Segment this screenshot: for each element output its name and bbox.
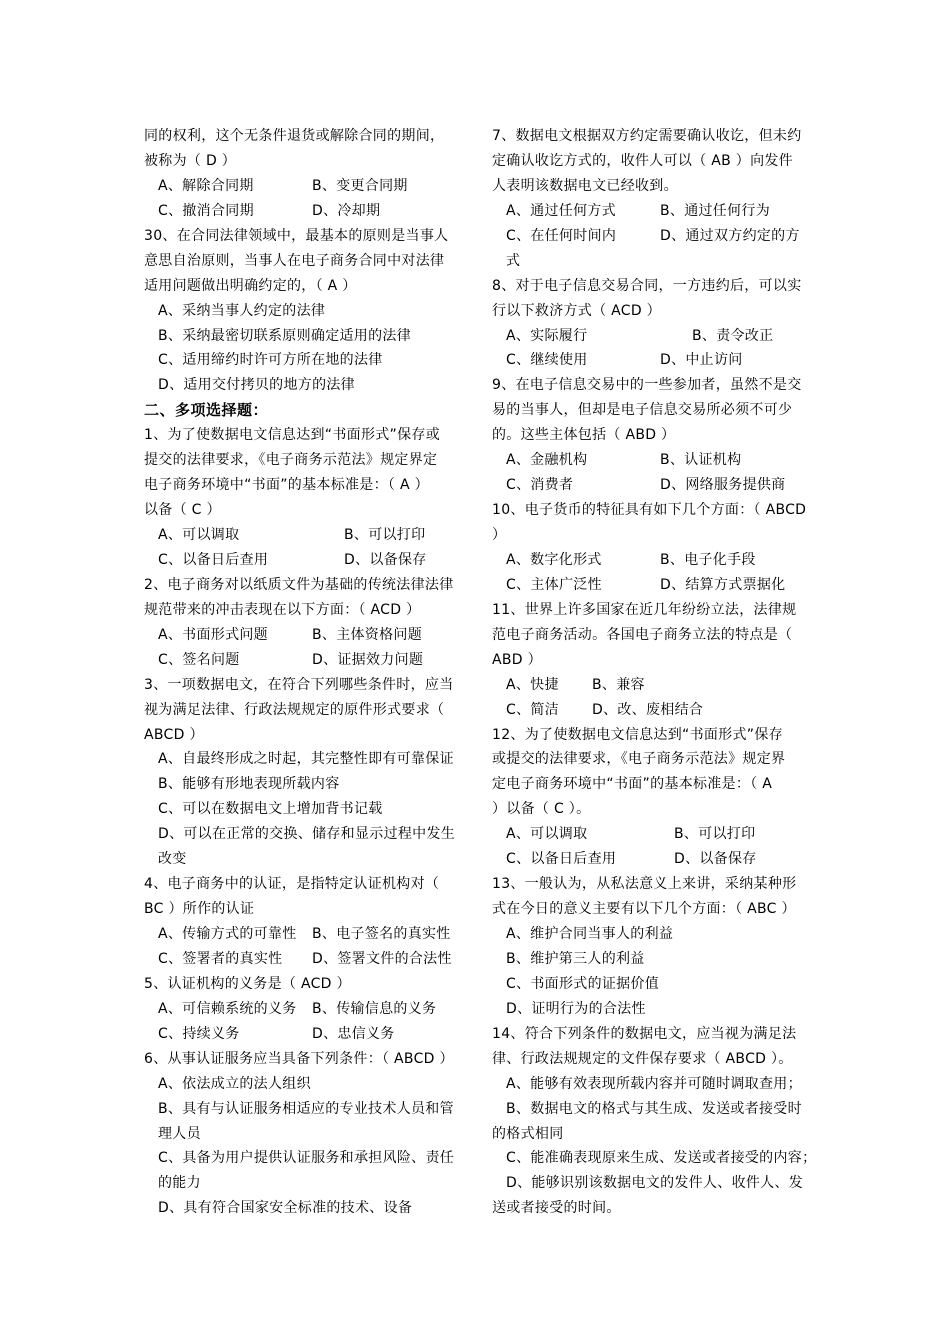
text-line: 定电子商务环境中“书面”的基本标准是：（ A	[492, 776, 773, 793]
option-text: B、可以打印	[674, 826, 756, 843]
option-text: C、以备日后查用	[158, 551, 269, 568]
text-line: 式在今日的意义主要有以下几个方面：（ ABC ）	[492, 901, 796, 918]
text-line: 理人员	[158, 1125, 201, 1142]
text-line: 式	[506, 252, 521, 269]
text-line: BC ）所作的认证	[144, 901, 255, 918]
option-text: C、签名问题	[158, 651, 240, 668]
text-line: C、能准确表现原来生成、发送或者接受的内容；	[506, 1150, 817, 1167]
option-text: C、简洁	[506, 701, 559, 718]
option-row	[492, 548, 812, 573]
text-line: D、能够识别该数据电文的发件人、收件人、发	[506, 1175, 804, 1192]
option-text: D、以备保存	[344, 551, 427, 568]
option-text: C、消费者	[506, 477, 574, 494]
option-row	[144, 922, 462, 947]
text-line: 10、电子货币的特征具有如下几个方面：（ ABCD	[492, 502, 807, 519]
text-line: 意思自治原则，当事人在电子商务合同中对法律	[144, 252, 445, 269]
option-row	[144, 174, 462, 199]
text-line: 1、为了使数据电文信息达到“书面形式”保存或	[144, 427, 441, 444]
option-row	[492, 822, 812, 847]
option-text: C、继续使用	[506, 352, 588, 369]
option-text: B、主体资格问题	[312, 626, 423, 643]
option-text: B、兼容	[592, 676, 645, 693]
text-line: C、书面形式的证据价值	[506, 975, 660, 992]
section-heading: 二、多项选择题：	[144, 401, 269, 420]
text-line: A、维护合同当事人的利益	[506, 926, 674, 942]
text-line: B、维护第三人的利益	[506, 950, 645, 967]
text-line: A、依法成立的法人组织	[158, 1075, 311, 1092]
text-line: D、适用交付拷贝的地方的法律	[158, 377, 355, 394]
option-text: D、结算方式票据化	[660, 576, 786, 593]
option-text: B、电子签名的真实性	[312, 926, 451, 942]
option-text: B、变更合同期	[312, 177, 408, 194]
option-text: C、撤消合同期	[158, 202, 254, 219]
option-row	[492, 847, 812, 872]
left-column	[144, 124, 462, 1221]
text-line: 被称为（ D ）	[144, 152, 237, 169]
text-line: 提交的法律要求，《电子商务示范法》规定界定	[144, 452, 438, 469]
text-line: 4、电子商务中的认证，是指特定认证机构对（	[144, 876, 440, 893]
option-text: C、以备日后查用	[506, 851, 617, 868]
option-text: A、传输方式的可靠性	[158, 926, 297, 942]
text-line: 电子商务环境中“书面”的基本标准是：（ A ）	[144, 477, 429, 494]
option-text: D、证据效力问题	[312, 651, 424, 668]
option-row	[144, 947, 462, 972]
text-line: 的格式相同	[492, 1125, 564, 1142]
option-text: A、可信赖系统的义务	[158, 1000, 297, 1017]
text-line: 送或者接受的时间。	[492, 1200, 621, 1217]
text-line: 12、为了使数据电文信息达到“书面形式”保存	[492, 726, 783, 743]
text-line: 改变	[158, 851, 187, 868]
text-line: 6、从事认证服务应当具备下列条件：（ ABCD ）	[144, 1050, 454, 1067]
right-column	[492, 124, 817, 1221]
text-line: 范电子商务活动。各国电子商务立法的特点是（	[492, 626, 793, 643]
text-line: 的。这些主体包括（ ABD ）	[492, 427, 676, 444]
option-row	[492, 573, 812, 598]
option-text: B、责令改正	[692, 327, 774, 344]
option-row	[492, 324, 812, 349]
text-line: 11、世界上许多国家在近几年纷纷立法，法律规	[492, 601, 797, 618]
option-text: C、持续义务	[158, 1025, 240, 1042]
option-text: B、可以打印	[344, 527, 426, 543]
text-line: 5、认证机构的义务是（ ACD ）	[144, 975, 351, 992]
text-line: 7、数据电文根据双方约定需要确认收讫，但未约	[492, 128, 802, 144]
text-line: B、采纳最密切联系原则确定适用的法律	[158, 327, 412, 344]
text-line: 14、符合下列条件的数据电文，应当视为满足法	[492, 1025, 797, 1042]
option-row	[144, 523, 462, 548]
text-line: A、能够有效表现所载内容并可随时调取查用；	[506, 1075, 802, 1092]
option-text: D、忠信义务	[312, 1025, 395, 1042]
option-text: D、签署文件的合法性	[312, 950, 452, 967]
option-text: D、改、废相结合	[592, 701, 704, 718]
text-line: 以备（ C ）	[144, 502, 221, 519]
text-line: 规范带来的冲击表现在以下方面：（ ACD ）	[144, 601, 421, 618]
option-text: A、通过任何方式	[506, 202, 616, 219]
option-text: A、书面形式问题	[158, 626, 268, 643]
option-text: A、可以调取	[158, 527, 240, 543]
text-line: 同的权利，这个无条件退货或解除合同的期间，	[144, 128, 445, 144]
option-row	[492, 348, 812, 373]
text-line: 定确认收讫方式的，收件人可以（ AB ）向发件	[492, 152, 793, 169]
option-row	[492, 473, 812, 498]
text-line: 或提交的法律要求，《电子商务示范法》规定界	[492, 751, 786, 768]
text-line: 30、在合同法律领域中，最基本的原则是当事人	[144, 227, 449, 244]
text-line: C、具备为用户提供认证服务和承担风险、责任	[158, 1150, 455, 1167]
option-text: D、网络服务提供商	[660, 477, 786, 494]
option-row	[492, 199, 812, 224]
option-row	[144, 199, 462, 224]
option-text: C、签署者的真实性	[158, 950, 283, 967]
text-line: B、具有与认证服务相适应的专业技术人员和管	[158, 1100, 454, 1117]
option-text: A、数字化形式	[506, 551, 602, 568]
text-line: ABCD ）	[144, 726, 204, 743]
text-line: 2、电子商务对以纸质文件为基础的传统法律法律	[144, 576, 454, 593]
option-text: A、实际履行	[506, 327, 588, 344]
option-text: B、认证机构	[660, 452, 742, 469]
option-text: B、通过任何行为	[660, 202, 771, 219]
option-text: D、通过双方约定的方	[660, 227, 800, 244]
text-line: ）以备（ C ）。	[492, 801, 591, 818]
text-line: B、能够有形地表现所载内容	[158, 776, 340, 793]
text-line: 行以下救济方式（ ACD ）	[492, 302, 661, 319]
option-row	[144, 623, 462, 648]
text-line: 易的当事人，但却是电子信息交易所必须不可少	[492, 402, 793, 419]
option-text: A、金融机构	[506, 452, 588, 469]
option-text: D、冷却期	[312, 202, 381, 219]
option-text: C、在任何时间内	[506, 227, 617, 244]
option-text: A、解除合同期	[158, 177, 254, 194]
option-row	[144, 1022, 462, 1047]
option-row	[144, 997, 462, 1022]
text-line: C、可以在数据电文上增加背书记载	[158, 801, 383, 818]
text-line: ）	[492, 527, 507, 543]
text-line: D、证明行为的合法性	[506, 1000, 646, 1017]
text-line: C、适用缔约时许可方所在地的法律	[158, 352, 383, 369]
text-line: 9、在电子信息交易中的一些参加者，虽然不是交	[492, 377, 802, 394]
text-line: D、可以在正常的交换、储存和显示过程中发生	[158, 826, 456, 843]
text-line: 适用问题做出明确约定的，（ A ）	[144, 277, 357, 294]
option-row	[144, 548, 462, 573]
option-text: D、中止访问	[660, 352, 743, 369]
text-line: 的能力	[158, 1175, 201, 1192]
text-line: B、数据电文的格式与其生成、发送或者接受时	[506, 1100, 802, 1117]
option-text: B、电子化手段	[660, 551, 756, 568]
text-line: 13、一般认为，从私法意义上来讲，采纳某种形	[492, 876, 797, 893]
text-line: ABD ）	[492, 651, 542, 668]
option-row	[492, 673, 812, 698]
text-line: 视为满足法律、行政法规规定的原件形式要求（	[144, 701, 445, 718]
text-line: 3、一项数据电文，在符合下列哪些条件时，应当	[144, 676, 454, 693]
option-row	[492, 224, 812, 249]
option-text: B、传输信息的义务	[312, 1000, 437, 1017]
text-line: 人表明该数据电文已经收到。	[492, 177, 678, 194]
text-line: D、具有符合国家安全标准的技术、设备	[158, 1200, 413, 1217]
option-row	[492, 448, 812, 473]
option-row	[144, 648, 462, 673]
text-line: 律、行政法规规定的文件保存要求（ ABCD ）。	[492, 1050, 793, 1067]
option-row	[492, 698, 812, 723]
text-line: A、自最终形成之时起，其完整性即有可靠保证	[158, 751, 454, 768]
option-text: A、快捷	[506, 676, 559, 693]
option-text: A、可以调取	[506, 826, 588, 843]
option-text: C、主体广泛性	[506, 576, 602, 593]
text-line: A、采纳当事人约定的法律	[158, 302, 326, 319]
option-text: D、以备保存	[674, 851, 757, 868]
text-line: 8、对于电子信息交易合同，一方违约后，可以实	[492, 277, 802, 294]
